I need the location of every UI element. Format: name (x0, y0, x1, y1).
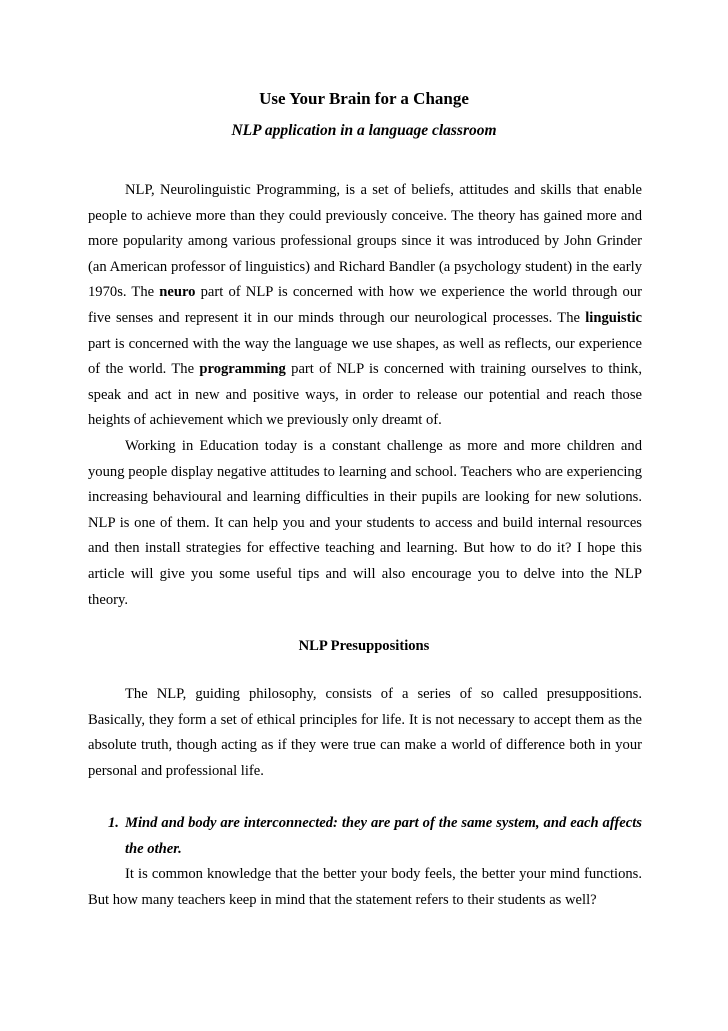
paragraph-education-text: Working in Education today is a constant challenge as more and more children and young people display negative attitudes to learning and school. Teachers who are experiencing increasing behavioural and learning difficulties in their pupils are looking for new solutions. NLP is one of them. It can help you and your students to access and build internal resources and then install strategies for effective teaching and learning. But how to do it? I hope this article will give you some useful tips and will also encourage you to delve into the NLP theory. (88, 438, 642, 608)
paragraph-intro-part-c: part is concerned with the way the language we use shapes, as well as reflects, our experience of the world. The (88, 335, 642, 378)
list-item-text: Mind and body are interconnected: they are part of the same system, and each affects the other. (125, 815, 642, 857)
paragraph-education (88, 434, 642, 613)
document-subtitle: NLP application in a language classroom (231, 122, 497, 139)
paragraph-intro-part-b: part of NLP is concerned with how we experience the world through our five senses and represent it in our minds through our neurological processes. The (88, 284, 642, 326)
paragraph-presuppositions-text: The NLP, guiding philosophy, consists of a series of so called presuppositions. Basically, they form a set of ethical principles for life. It is not necessary to accept them as the absolute truth, though acting as if they were true can make a world of difference both in your personal and professional life. (88, 686, 642, 779)
document-title: Use Your Brain for a Change (259, 89, 469, 108)
paragraph-presuppositions (88, 682, 642, 784)
paragraph-intro-part-a: NLP, Neurolinguistic Programming, is a set of beliefs, attitudes and skills that enable people to achieve more than they could previously conceive. The theory has gained more and more popularity among various professional groups since it was introduced by John Grinder (an American professor of linguistics) and Richard Bandler (a psychology student) in the early 1970s. The (88, 182, 642, 301)
keyword-neuro: neuro (159, 284, 196, 301)
paragraph-mind-body-text: It is common knowledge that the better your body feels, the better your mind functions. But how many teachers keep in mind that the statement refers to their students as well? (88, 866, 642, 908)
keyword-linguistic: linguistic (585, 309, 642, 326)
list-item-number: 1. (108, 815, 119, 831)
paragraph-mind-body (88, 862, 642, 913)
section-heading: NLP Presuppositions (298, 638, 430, 654)
paragraph-intro (88, 178, 642, 434)
list-item (88, 811, 642, 862)
keyword-programming: programming (199, 361, 286, 378)
paragraph-intro-part-d: part of NLP is concerned with training ourselves to think, speak and act in new and positive ways, in order to release our potential and reach those heights of achievement which we previously only dreamt of. (88, 361, 642, 429)
